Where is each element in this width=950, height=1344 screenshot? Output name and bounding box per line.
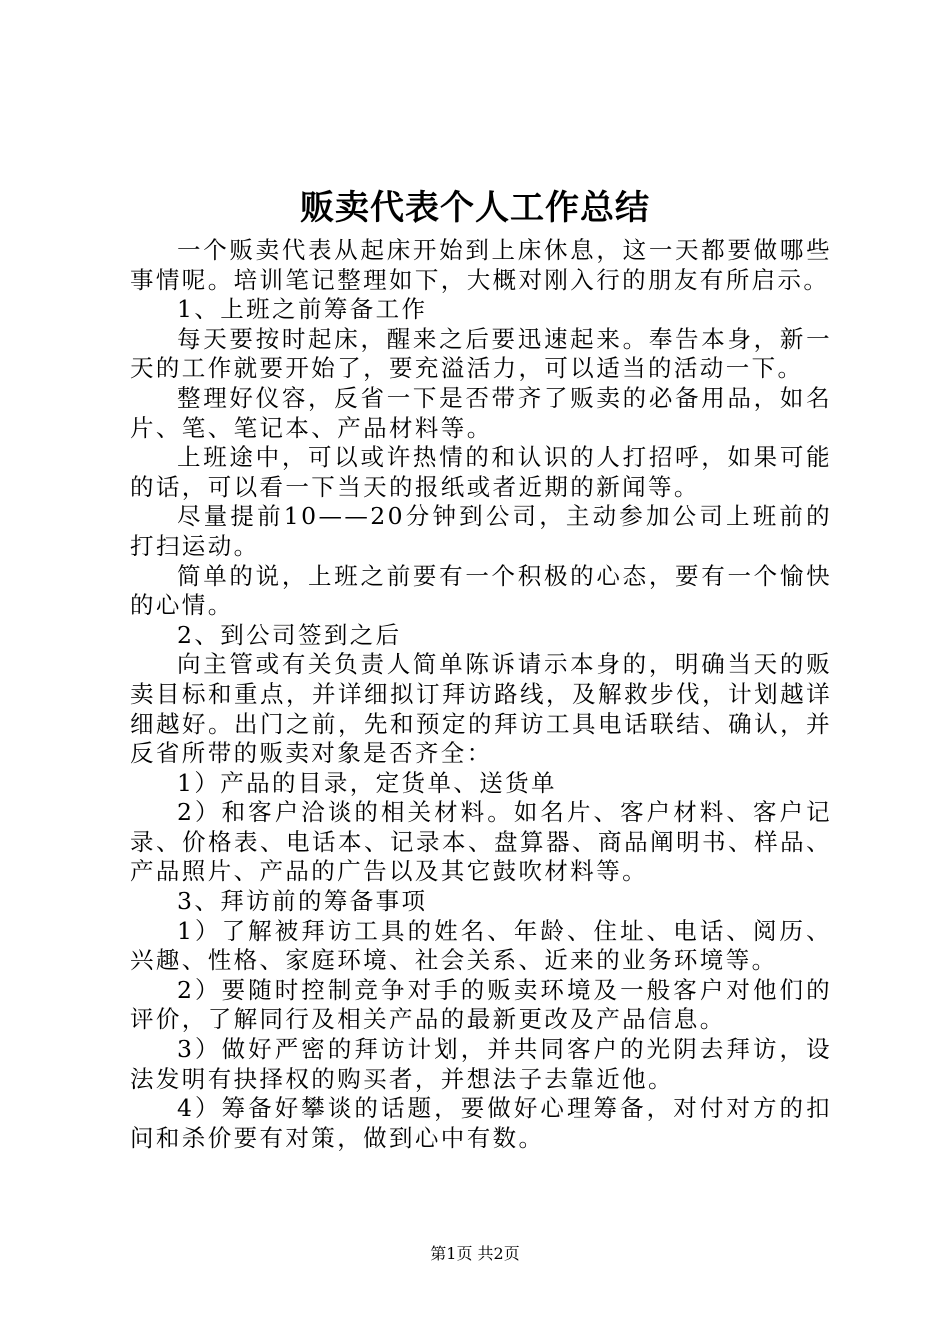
paragraph: 每天要按时起床，醒来之后要迅速起来。奉告本身，新一天的工作就要开始了，要充溢活力，可以适当的活动一下。 (130, 324, 832, 383)
list-item: 2）和客户洽谈的相关材料。如名片、客户材料、客户记录、价格表、电话本、记录本、盘算器、商品阐明书、样品、产品照片、产品的广告以及其它鼓吹材料等。 (130, 798, 832, 886)
list-item: 1）产品的目录，定货单、送货单 (177, 768, 557, 797)
section-heading: 3、拜访前的筹备事项 (177, 887, 428, 916)
paragraph: 一个贩卖代表从起床开始到上床休息，这一天都要做哪些事情呢。培训笔记整理如下，大概对刚入行的朋友有所启示。 (130, 236, 832, 294)
list-item: 3）做好严密的拜访计划，并共同客户的光阴去拜访，设法发明有抉择权的购买者，并想法子去靠近他。 (130, 1035, 832, 1093)
document-title: 贩卖代表个人工作总结 (300, 188, 650, 228)
paragraph: 整理好仪容，反省一下是否带齐了贩卖的必备用品，如名片、笔、笔记本、产品材料等。 (130, 383, 832, 442)
paragraph: 简单的说，上班之前要有一个积极的心态，要有一个愉快的心情。 (130, 561, 832, 620)
list-item: 2）要随时控制竞争对手的贩卖环境及一般客户对他们的评价，了解同行及相关产品的最新更改及产品信息。 (130, 975, 832, 1034)
document-body (130, 236, 832, 1153)
list-item: 4）筹备好攀谈的话题，要做好心理筹备，对付对方的扣问和杀价要有对策，做到心中有数。 (130, 1094, 832, 1152)
list-item: 1）了解被拜访工具的姓名、年龄、住址、电话、阅历、兴趣、性格、家庭环境、社会关系、近来的业务环境等。 (130, 916, 832, 975)
paragraph: 尽量提前10——20分钟到公司，主动参加公司上班前的打扫运动。 (130, 502, 832, 560)
page-footer: 第1页 共2页 (430, 1244, 520, 1263)
paragraph: 向主管或有关负责人简单陈诉请示本身的，明确当天的贩卖目标和重点，并详细拟订拜访路线，及解救步伐，计划越详细越好。出门之前，先和预定的拜访工具电话联结、确认，并反省所带的贩卖对象是否齐全： (130, 650, 832, 768)
paragraph: 上班途中，可以或许热情的和认识的人打招呼，如果可能的话，可以看一下当天的报纸或者近期的新闻等。 (130, 443, 832, 501)
section-heading: 1、上班之前筹备工作 (177, 295, 428, 324)
section-heading: 2、到公司签到之后 (177, 620, 402, 649)
